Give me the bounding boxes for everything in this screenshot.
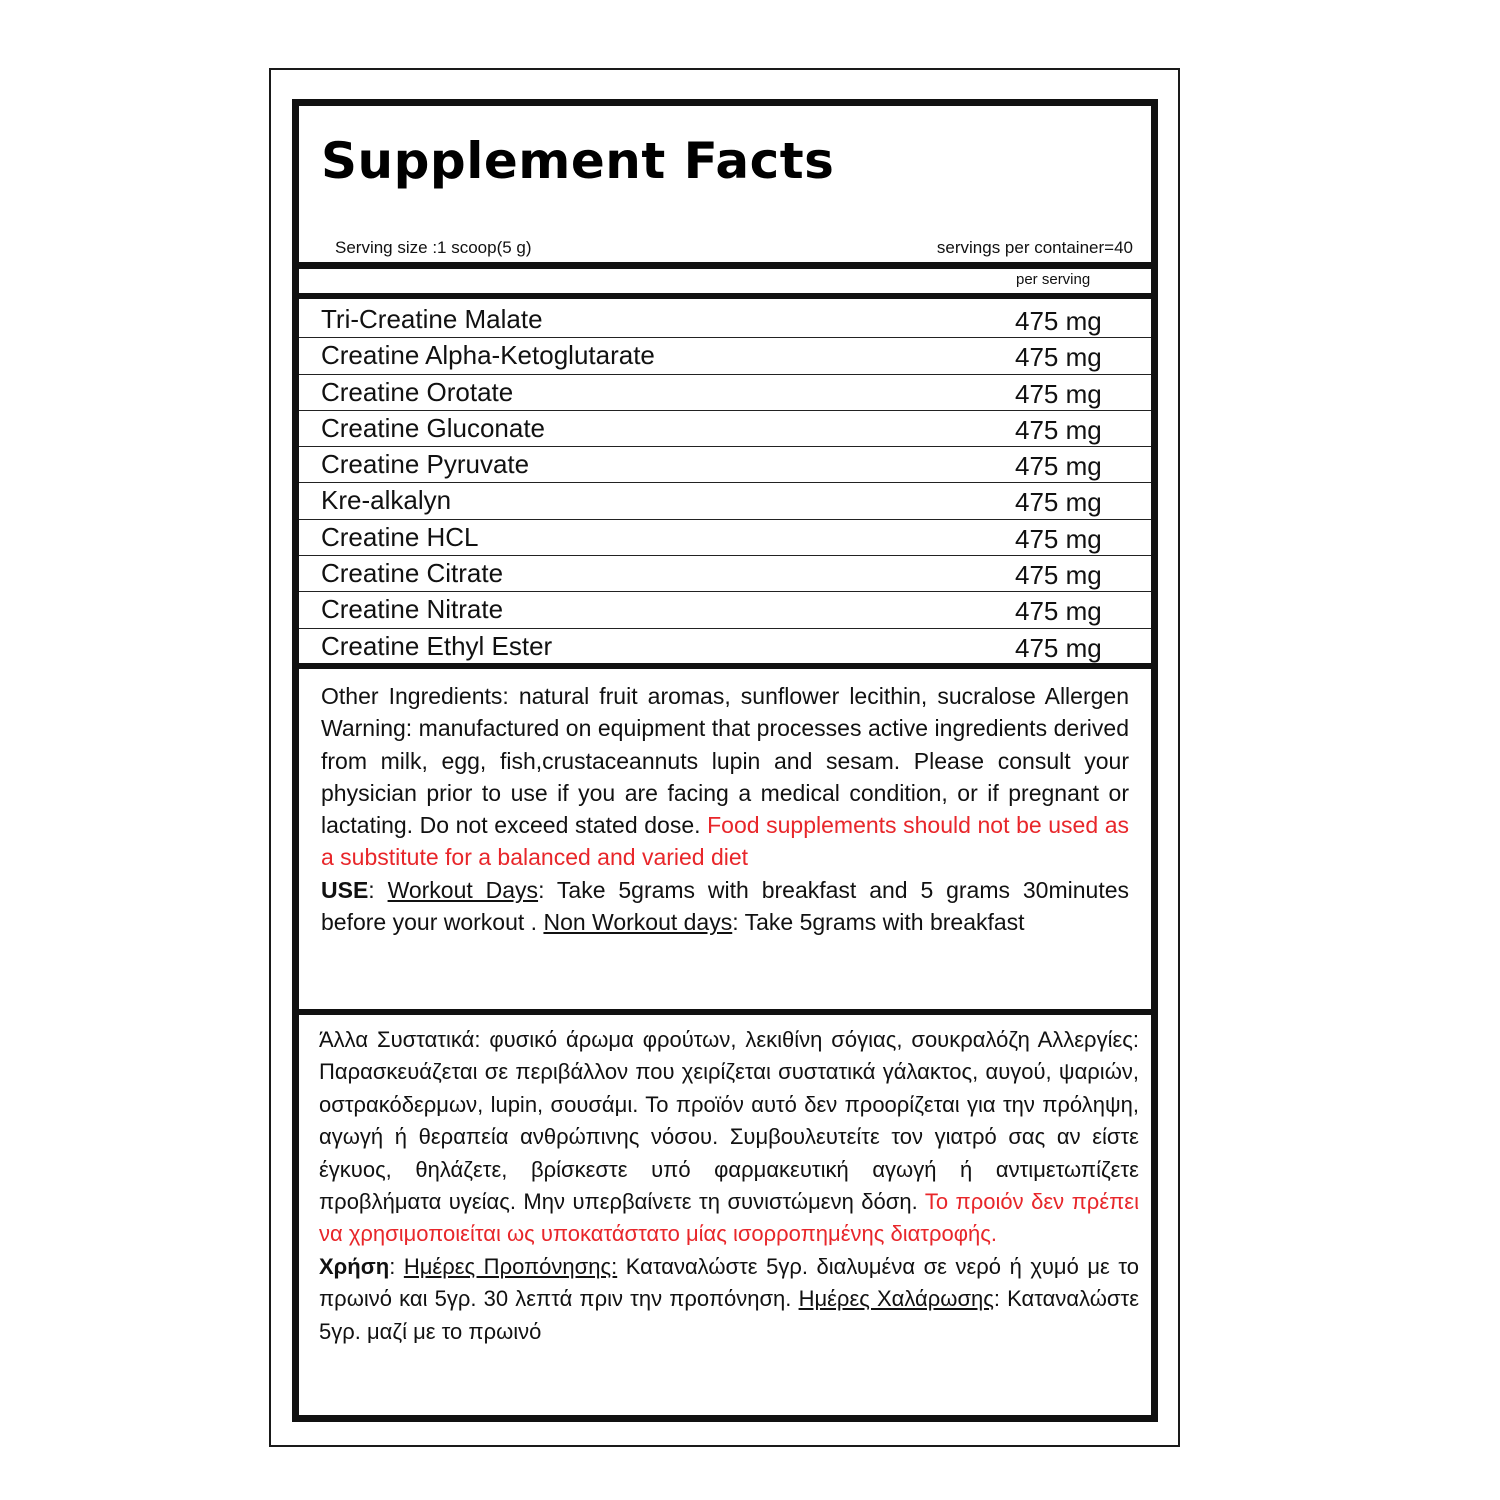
ingredient-amount: 475 mg bbox=[1015, 596, 1102, 627]
ingredient-name: Tri-Creatine Malate bbox=[321, 304, 543, 334]
table-row bbox=[299, 411, 1151, 447]
ingredient-amount: 475 mg bbox=[1015, 632, 1102, 663]
per-serving-label: per serving bbox=[1016, 271, 1091, 288]
greek-rest-days-text: : Καταναλώστε 5γρ. μαζί με το πρωινό bbox=[319, 1286, 1140, 1344]
facts-title: Supplement Facts bbox=[321, 132, 835, 190]
english-workout-days-label: Workout Days bbox=[387, 876, 539, 903]
table-row bbox=[299, 447, 1151, 483]
ingredient-amount: 475 mg bbox=[1015, 414, 1102, 445]
table-row bbox=[299, 592, 1151, 628]
serving-size: Serving size :1 scoop(5 g) bbox=[335, 238, 532, 257]
facts-header bbox=[299, 106, 1151, 262]
ingredient-amount: 475 mg bbox=[1015, 451, 1102, 482]
greek-use-label: Χρήση bbox=[319, 1253, 390, 1279]
english-workout-days-text: : Take 5grams with breakfast and 5 grams 30minutes before your workout . bbox=[321, 876, 1129, 936]
english-non-workout-days-text: : Take 5grams with breakfast bbox=[732, 909, 1025, 936]
ingredient-name: Creatine Ethyl Ester bbox=[321, 630, 553, 661]
ingredient-name: Creatine Gluconate bbox=[321, 412, 546, 443]
ingredient-name: Creatine Pyruvate bbox=[321, 449, 530, 480]
ingredient-name: Creatine Citrate bbox=[321, 558, 504, 589]
greek-workout-days-label: Ημέρες Προπόνησης: bbox=[403, 1253, 618, 1279]
english-warning-text: Food supplements should not be used as a substitute for a balanced and varied diet bbox=[321, 812, 1130, 871]
table-row bbox=[299, 375, 1151, 411]
ingredient-amount: 475 mg bbox=[1015, 560, 1102, 591]
ingredient-name: Creatine Nitrate bbox=[321, 594, 504, 625]
greek-workout-days-text: Καταναλώστε 5γρ. διαλυμένα σε νερό ή χυμό με το πρωινό και 5γρ. 30 λεπτά πριν την προπόνηση. bbox=[319, 1253, 1139, 1312]
header-divider bbox=[299, 262, 1151, 269]
ingredient-name: Creatine Alpha-Ketoglutarate bbox=[321, 340, 655, 371]
ingredient-amount: 475 mg bbox=[1015, 523, 1102, 554]
greek-rest-days-label: Ημέρες Χαλάρωσης bbox=[798, 1286, 994, 1312]
table-row bbox=[299, 302, 1151, 338]
supplement-facts-panel bbox=[292, 99, 1158, 1422]
english-info-block: Other Ingredients: natural fruit aromas, sunflower lecithin, sucralose Allergen Warning: manufactured on equipment that processes active ingredients derived from milk, egg, fish,crustaceannuts lupin and sesam. Please consult your physician prior to use if you are facing a medical condition, or if pregnant or lactating. Do not exceed stated dose. Food supplements should not be used as a substitute for a balanced and varied diet USE: Workout Days: Take 5grams with breakfast and 5 grams 30minutes before your workout . Non Workout days: Take 5grams with breakfast bbox=[321, 683, 1130, 936]
ingredient-amount: 475 mg bbox=[1015, 487, 1102, 518]
ingredient-amount: 475 mg bbox=[1015, 342, 1102, 373]
greek-warning-text: Το προιόν δεν πρέπει να χρησιμοποιείται ως υποκατάστατο μίας ισορροπημένης διατροφής. bbox=[319, 1189, 1139, 1247]
ingredient-name: Creatine Orotate bbox=[321, 376, 514, 407]
per-serving-row bbox=[299, 269, 1151, 293]
ingredient-table bbox=[299, 302, 1151, 662]
servings-per-container: servings per container=40 bbox=[936, 238, 1133, 257]
ingredient-amount: 475 mg bbox=[1015, 306, 1102, 336]
ingredients-divider bbox=[299, 663, 1151, 669]
per-serving-divider bbox=[299, 293, 1151, 299]
language-divider bbox=[299, 1009, 1151, 1015]
english-use-label: USE bbox=[321, 876, 369, 903]
table-row bbox=[299, 629, 1151, 665]
greek-info-block: Άλλα Συστατικά: φυσικό άρωμα φρούτων, λεκιθίνη σόγιας, σουκραλόζη Αλλεργίες: Παρασκευάζεται σε περιβάλλον που χειρίζεται συστατικά γάλακτος, αυγού, ψαριών, οστρακόδερμων, lupin, σουσάμι. Το προϊόν αυτό δεν προορίζεται για την πρόληψη, αγωγή ή θεραπεία ανθρώπινης νόσου. Συμβουλευτείτε τον γιατρό σας αν είστε έγκυος, θηλάζετε, βρίσκεστε υπό φαρμακευτική αγωγή ή αντιμετωπίζετε προβλήματα υγείας. Μην υπερβαίνετε τη συνιστώμενη δόση. Το προιόν δεν πρέπει να χρησιμοποιείται ως υποκατάστατο μίας ισορροπημένης διατροφής. Χρήση: Ημέρες Προπόνησης: Καταναλώστε 5γρ. διαλυμένα σε νερό ή χυμό με το πρωινό και 5γρ. 30 λεπτά πριν την προπόνηση. Ημέρες Χαλάρωσης: Καταναλώστε 5γρ. μαζί με το πρωινό bbox=[319, 1027, 1140, 1344]
english-non-workout-days-label: Non Workout days bbox=[543, 909, 733, 936]
table-row bbox=[299, 483, 1151, 519]
table-row bbox=[299, 338, 1151, 374]
ingredient-name: Kre-alkalyn bbox=[321, 485, 452, 516]
greek-other-ingredients-text: Άλλα Συστατικά: φυσικό άρωμα φρούτων, λεκιθίνη σόγιας, σουκραλόζη Αλλεργίες: Παρασκευάζεται σε περιβάλλον που χειρίζεται συστατικά γάλακτος, αυγού, ψαριών, οστρακόδερμων, lupin, σουσάμι. Το προϊόν αυτό δεν προορίζεται για την πρόληψη, αγωγή ή θεραπεία ανθρώπινης νόσου. Συμβουλευτείτε τον γιατρό σας αν είστε έγκυος, θηλάζετε, βρίσκεστε υπό φαρμακευτική αγωγή ή αντιμετωπίζετε προβλήματα υγείας. Μην υπερβαίνετε τη συνιστώμενη δόση. bbox=[319, 1027, 1139, 1215]
ingredient-name: Creatine HCL bbox=[321, 521, 479, 552]
table-row bbox=[299, 520, 1151, 556]
ingredient-amount: 475 mg bbox=[1015, 378, 1102, 409]
table-row bbox=[299, 556, 1151, 592]
english-other-ingredients-text: Other Ingredients: natural fruit aromas, sunflower lecithin, sucralose Allergen Warning: manufactured on equipment that processes active ingredients derived from milk, egg, fish,crustaceannuts lupin and sesam. Please consult your physician prior to use if you are facing a medical condition, or if pregnant or lactating. Do not exceed stated dose. bbox=[321, 683, 1129, 839]
